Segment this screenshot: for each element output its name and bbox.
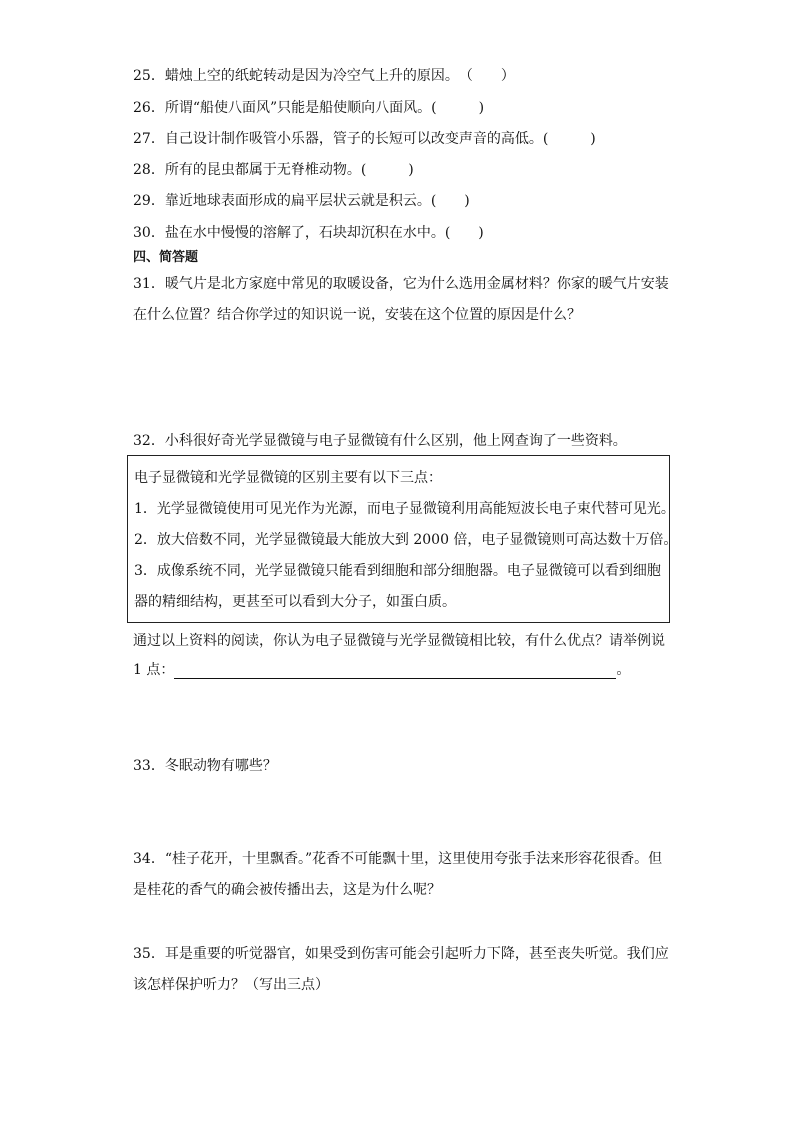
question-31-line2: 在什么位置？结合你学过的知识说一说，安装在这个位置的原因是什么？ [133,307,581,323]
section-title-short-answer: 四、简答题 [133,250,199,265]
box-line-4: 器的精细结构，更甚至可以看到大分子，如蛋白质。 [134,594,456,610]
question-25: 25．蜡烛上空的纸蛇转动是因为冷空气上升的原因。 （ ） [133,68,515,84]
question-32-answer-line [133,661,630,679]
box-line-3: 3．成像系统不同，光学显微镜只能看到细胞和部分细胞器。电子显微镜可以看到细胞 [134,563,661,579]
question-31-line1: 31．暖气片是北方家庭中常见的取暖设备，它为什么选用金属材料？你家的暖气片安装 [133,276,669,292]
reference-material-box [127,455,678,623]
question-35-line1: 35．耳是重要的听觉器官，如果受到伤害可能会引起听力下降，甚至丧失听觉。我们应 [133,946,669,962]
question-30: 30．盐在水中慢慢的溶解了，石块却沉积在水中。( ) [133,225,484,241]
question-32-stem: 32．小科很好奇光学显微镜与电子显微镜有什么区别，他上网查询了一些资料。 [133,433,627,449]
box-line-2: 2．放大倍数不同，光学显微镜最大能放大到 2000 倍，电子显微镜则可高达数十万倍。 [134,532,678,548]
question-26: 26．所谓“船使八面风”只能是船使顺向八面风。( ) [133,100,485,116]
question-32-follow-line1: 通过以上资料的阅读，你认为电子显微镜与光学显微镜相比较，有什么优点？请举例说 [133,633,665,649]
question-34-line2: 是桂花的香气的确会被传播出去，这是为什么呢？ [133,882,441,898]
answer-prefix: 1 点： [133,662,175,678]
question-33: 33．冬眠动物有哪些？ [133,758,277,774]
answer-suffix: 。 [616,662,631,678]
question-29: 29．靠近地球表面形成的扁平层状云就是积云。( ) [133,193,470,209]
box-line-1: 1．光学显微镜使用可见光作为光源，而电子显微镜利用高能短波长电子束代替可见光。 [134,501,675,517]
question-27: 27．自己设计制作吸管小乐器，管子的长短可以改变声音的高低。( ) [133,131,596,147]
answer-blank[interactable] [174,664,616,679]
question-35-line2: 该怎样保护听力？（写出三点） [133,977,329,993]
question-34-line1: 34．“桂子花开，十里飘香。”花香不可能飘十里，这里使用夸张手法来形容花很香。但 [133,851,663,867]
box-line-intro: 电子显微镜和光学显微镜的区别主要有以下三点： [134,470,442,486]
question-28: 28．所有的昆虫都属于无脊椎动物。( ) [133,162,414,178]
